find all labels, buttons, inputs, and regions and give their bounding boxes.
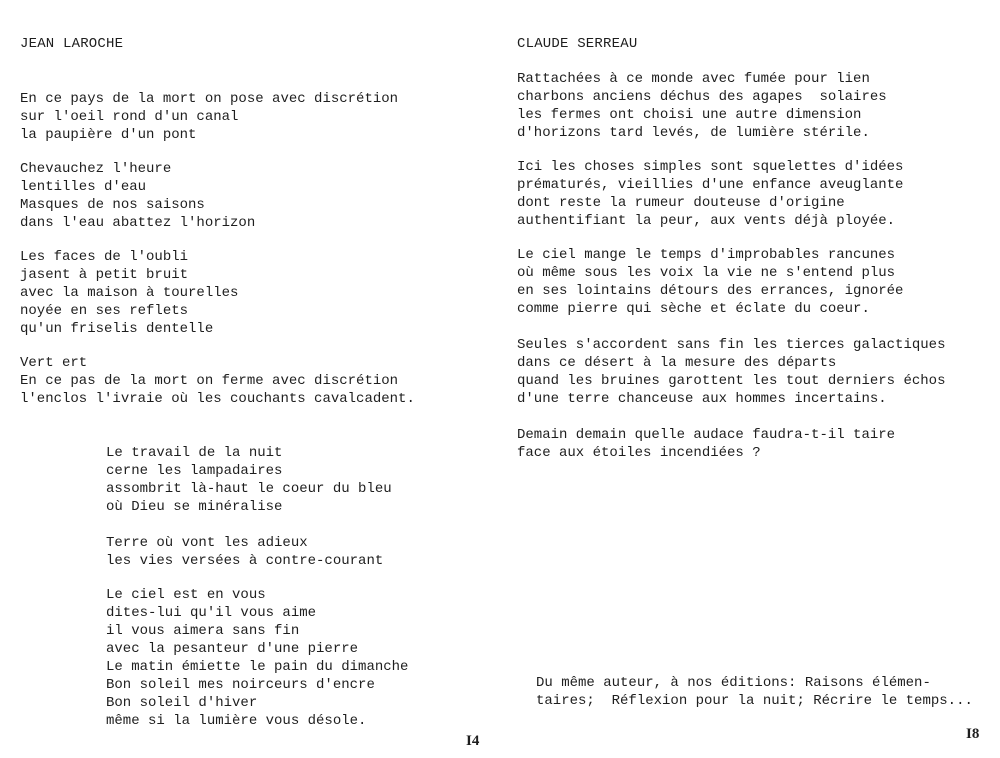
poem-line: la paupière d'un pont [20,127,197,143]
poem-line: où Dieu se minéralise [106,499,283,515]
poem-stanza [20,160,255,232]
poem-line: comme pierre qui sèche et éclate du coeur. [517,301,870,317]
poem-line: avec la pesanteur d'une pierre [106,641,359,657]
poem-line: Terre où vont les adieux [106,535,308,551]
poem-line: face aux étoiles incendiées ? [517,445,761,461]
poem-line: Le matin émiette le pain du dimanche [106,659,409,675]
page-number: I8 [966,726,980,742]
poem-line: Vert ert [20,355,88,371]
poem-line: jasent à petit bruit [20,267,189,283]
poem-stanza [106,586,408,730]
poem-stanza [20,354,415,408]
poem-line: Le ciel mange le temps d'improbables rancunes [517,247,896,263]
poem-line: Rattachées à ce monde avec fumée pour lien [517,71,870,87]
poem-stanza [106,444,392,516]
poem-line: il vous aimera sans fin [106,623,300,639]
poem-line: dans l'eau abattez l'horizon [20,215,256,231]
poem-line: assombrit là-haut le coeur du bleu [106,481,392,497]
poem-line: les fermes ont choisi une autre dimension [517,107,862,123]
poem-stanza [517,246,903,318]
poem-line: noyée en ses reflets [20,303,189,319]
publisher-note [536,674,973,710]
poem-stanza [20,90,398,144]
poem-line: où même sous les voix la vie ne s'entend plus [517,265,896,281]
poem-line: Le travail de la nuit [106,445,283,461]
poem-line: dont reste la rumeur douteuse d'origine [517,195,845,211]
page-number: I4 [466,733,480,749]
poem-line: Chevauchez l'heure [20,161,172,177]
poem-line: charbons anciens déchus des agapes solaires [517,89,887,105]
poem-line: dites-lui qu'il vous aime [106,605,317,621]
poem-stanza [517,426,895,462]
poem-line: en ses lointains détours des errances, ignorée [517,283,904,299]
poem-line: l'enclos l'ivraie où les couchants cavalcadent. [20,391,415,407]
poem-line: cerne les lampadaires [106,463,283,479]
poem-line: Bon soleil d'hiver [106,695,258,711]
poem-line: même si la lumière vous désole. [106,713,367,729]
poem-stanza [20,248,238,338]
note-line: Du même auteur, à nos éditions: Raisons élémen- [536,675,931,691]
poem-stanza [517,70,887,142]
author-name: JEAN LAROCHE [20,36,124,52]
poem-line: qu'un friselis dentelle [20,321,214,337]
poem-line: Masques de nos saisons [20,197,205,213]
poem-line: En ce pas de la mort on ferme avec discrétion [20,373,399,389]
right-page [500,0,1000,758]
poem-line: Le ciel est en vous [106,587,266,603]
poem-stanza [517,158,903,230]
poem-line: d'horizons tard levés, de lumière stérile. [517,125,870,141]
poem-line: sur l'oeil rond d'un canal [20,109,239,125]
poem-line: dans ce désert à la mesure des départs [517,355,837,371]
poem-stanza [517,336,945,408]
author-name: CLAUDE SERREAU [517,36,638,52]
poem-line: Bon soleil mes noirceurs d'encre [106,677,375,693]
poem-line: En ce pays de la mort on pose avec discrétion [20,91,399,107]
poem-line: lentilles d'eau [20,179,147,195]
poem-line: quand les bruines garottent les tout derniers échos [517,373,946,389]
poem-stanza [106,534,383,570]
poem-line: Ici les choses simples sont squelettes d'idées [517,159,904,175]
note-line: taires; Réflexion pour la nuit; Récrire le temps... [536,693,973,709]
poem-line: Les faces de l'oubli [20,249,189,265]
poem-line: les vies versées à contre-courant [106,553,384,569]
poem-line: d'une terre chanceuse aux hommes incertains. [517,391,887,407]
poem-line: prématurés, vieillies d'une enfance aveuglante [517,177,904,193]
poem-line: avec la maison à tourelles [20,285,239,301]
poem-line: authentifiant la peur, aux vents déjà ployée. [517,213,896,229]
poem-line: Demain demain quelle audace faudra-t-il taire [517,427,896,443]
poem-line: Seules s'accordent sans fin les tierces galactiques [517,337,946,353]
